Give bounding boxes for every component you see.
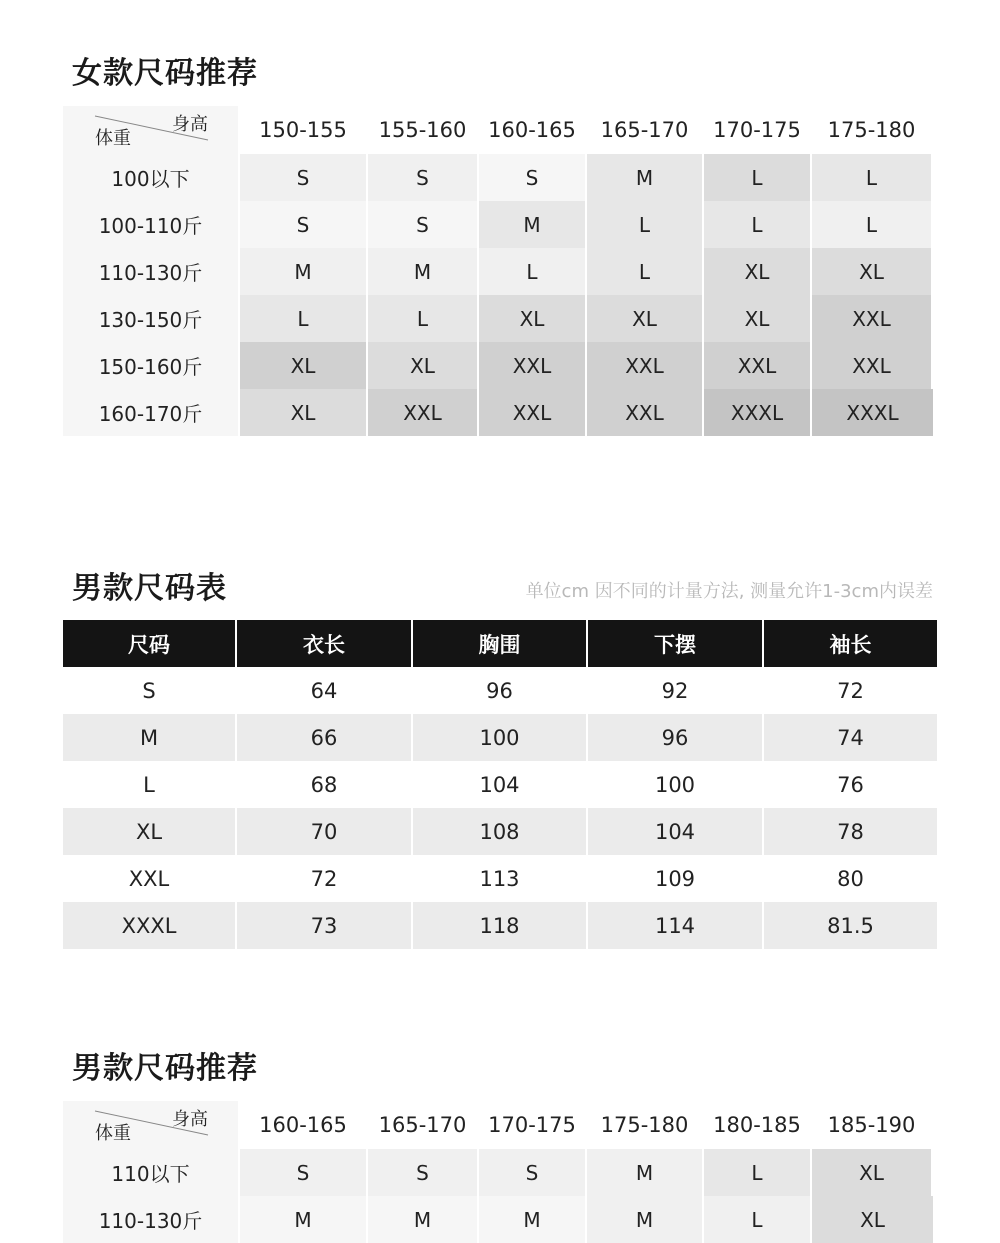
- size-cell: M: [240, 248, 368, 295]
- size-cell: S: [240, 201, 368, 248]
- weight-range-cell: 100以下: [63, 154, 240, 201]
- size-cell: L: [479, 248, 587, 295]
- size-cell: L: [587, 201, 704, 248]
- size-cell: M: [587, 154, 704, 201]
- size-cell: L: [812, 201, 933, 248]
- height-range-header: 160-165: [479, 106, 587, 154]
- column-header: 下摆: [588, 620, 764, 667]
- measurement-cell: 104: [413, 761, 588, 808]
- size-cell: L: [704, 154, 812, 201]
- column-header: 袖长: [764, 620, 937, 667]
- measurement-cell: 66: [237, 714, 413, 761]
- size-cell: L: [812, 154, 933, 201]
- measurement-cell: 114: [588, 902, 764, 949]
- size-cell: XXL: [704, 342, 812, 389]
- measurement-note: 单位cm 因不同的计量方法, 测量允许1-3cm内误差: [525, 581, 933, 602]
- corner-header-cell: [63, 106, 240, 154]
- size-cell: M: [240, 1196, 368, 1243]
- size-cell: XXL: [587, 389, 704, 436]
- weight-range-cell: 100-110斤: [63, 201, 240, 248]
- men-table-title: 男款尺码表: [72, 571, 227, 606]
- measurement-cell: 70: [237, 808, 413, 855]
- size-cell: M: [587, 1149, 704, 1196]
- size-cell: XL: [240, 389, 368, 436]
- size-label-cell: S: [63, 667, 237, 714]
- size-label-cell: M: [63, 714, 237, 761]
- size-cell: XL: [368, 342, 479, 389]
- measurement-cell: 72: [837, 678, 864, 703]
- women-size-recommendation-table: [63, 106, 933, 436]
- size-cell: S: [368, 201, 479, 248]
- measurement-cell: 64: [237, 667, 413, 714]
- measurement-cell: 100: [413, 714, 588, 761]
- column-header: 胸围: [413, 620, 588, 667]
- size-cell: M: [587, 1196, 704, 1243]
- height-range-header: 165-170: [368, 1101, 479, 1149]
- height-range-header: 170-175: [479, 1101, 587, 1149]
- size-cell: XL: [704, 248, 812, 295]
- measurement-cell: 92: [588, 667, 764, 714]
- corner-weight-label: 体重: [95, 1123, 131, 1144]
- measurement-cell: 96: [588, 714, 764, 761]
- weight-range-cell: 150-160斤: [63, 342, 240, 389]
- measurement-cell: 78: [764, 808, 937, 855]
- size-cell: L: [587, 248, 704, 295]
- size-cell: M: [479, 1196, 587, 1243]
- men-rec-title: 男款尺码推荐: [72, 1051, 258, 1086]
- height-range-header: 175-180: [812, 106, 933, 154]
- height-range-header: 180-185: [704, 1101, 812, 1149]
- size-cell: M: [479, 201, 587, 248]
- weight-range-cell: 160-170斤: [63, 389, 240, 436]
- size-cell: M: [368, 1196, 479, 1243]
- measurement-cell: 76: [837, 772, 864, 797]
- measurement-cell: 108: [413, 808, 588, 855]
- size-cell: S: [240, 154, 368, 201]
- size-label-cell: XL: [63, 808, 237, 855]
- size-cell: S: [479, 154, 587, 201]
- measurement-cell: 80: [837, 866, 864, 891]
- size-cell: L: [704, 1196, 812, 1243]
- size-cell: XL: [812, 1196, 933, 1243]
- measurement-cell: 109: [588, 855, 764, 902]
- measurement-cell: 74: [764, 714, 937, 761]
- size-cell: S: [368, 1149, 479, 1196]
- height-range-header: 160-165: [240, 1101, 368, 1149]
- size-cell: L: [368, 295, 479, 342]
- measurement-cell: 73: [237, 902, 413, 949]
- height-range-header: 150-155: [240, 106, 368, 154]
- men-size-table: [63, 620, 937, 949]
- size-label-cell: XXXL: [63, 902, 237, 949]
- height-range-header: 170-175: [704, 106, 812, 154]
- corner-height-label: 身高: [172, 114, 208, 135]
- size-label-cell: XXL: [63, 855, 237, 902]
- size-cell: XL: [479, 295, 587, 342]
- size-cell: XXL: [368, 389, 479, 436]
- diagonal-divider: [63, 106, 240, 154]
- corner-header-cell: [63, 1101, 240, 1149]
- size-cell: S: [479, 1149, 587, 1196]
- column-header: 衣长: [237, 620, 413, 667]
- height-range-header: 165-170: [587, 106, 704, 154]
- men-size-recommendation-table: [63, 1101, 933, 1243]
- corner-height-label: 身高: [172, 1109, 208, 1130]
- measurement-cell: 113: [413, 855, 588, 902]
- size-cell: XL: [704, 295, 812, 342]
- weight-range-cell: 130-150斤: [63, 295, 240, 342]
- diagonal-divider: [63, 1101, 240, 1149]
- size-cell: M: [368, 248, 479, 295]
- size-cell: XL: [812, 248, 933, 295]
- measurement-cell: 68: [237, 761, 413, 808]
- size-cell: S: [240, 1149, 368, 1196]
- size-cell: XXL: [812, 342, 933, 389]
- size-cell: L: [704, 1149, 812, 1196]
- measurement-cell: 104: [588, 808, 764, 855]
- size-cell: L: [240, 295, 368, 342]
- women-rec-title: 女款尺码推荐: [72, 56, 258, 91]
- size-cell: XXL: [479, 389, 587, 436]
- size-cell: L: [704, 201, 812, 248]
- height-range-header: 185-190: [812, 1101, 933, 1149]
- measurement-cell: 72: [237, 855, 413, 902]
- measurement-cell: 118: [413, 902, 588, 949]
- height-range-header: 175-180: [587, 1101, 704, 1149]
- column-header: 尺码: [63, 620, 237, 667]
- size-cell: XL: [240, 342, 368, 389]
- measurement-cell: 81.5: [764, 902, 937, 949]
- weight-range-cell: 110以下: [63, 1149, 240, 1196]
- measurement-cell: 96: [413, 667, 588, 714]
- size-cell: XL: [812, 1149, 933, 1196]
- size-cell: XL: [587, 295, 704, 342]
- measurement-cell: 100: [588, 761, 764, 808]
- weight-range-cell: 110-130斤: [63, 1196, 240, 1243]
- size-cell: XXL: [812, 295, 933, 342]
- size-cell: S: [368, 154, 479, 201]
- size-cell: XXL: [479, 342, 587, 389]
- size-cell: XXXL: [704, 389, 812, 436]
- corner-weight-label: 体重: [95, 128, 131, 149]
- size-cell: XXL: [587, 342, 704, 389]
- weight-range-cell: 110-130斤: [63, 248, 240, 295]
- size-label-cell: L: [63, 761, 237, 808]
- size-cell: XXXL: [812, 389, 933, 436]
- height-range-header: 155-160: [368, 106, 479, 154]
